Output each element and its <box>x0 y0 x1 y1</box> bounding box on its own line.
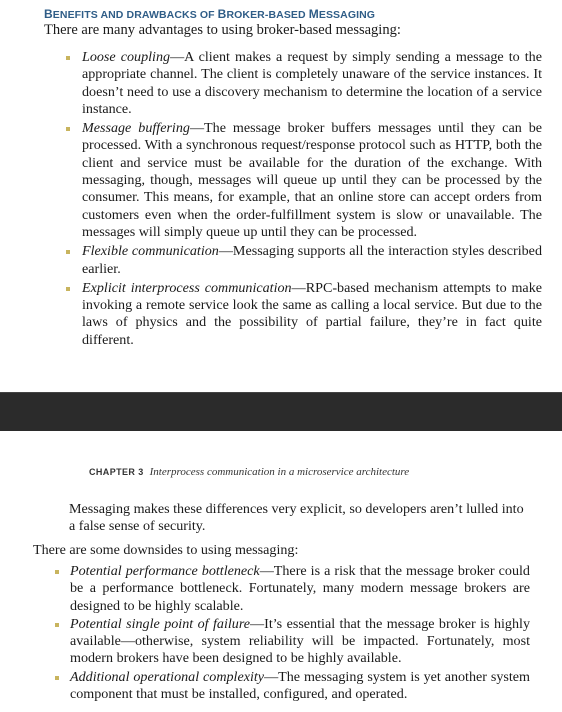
bullet-text: —A client makes a request by simply sending a message to the appropriate channel. The client is completely unaware of the service instances. It doesn’t need to use a discovery mechanism to determine the location of a service instance. <box>82 49 542 117</box>
list-item <box>70 616 530 668</box>
list-item <box>82 280 542 349</box>
section-heading: BENEFITS AND DRAWBACKS OF BROKER-BASED MESSAGING <box>44 7 376 21</box>
bullet-text: —Messaging supports all the interaction styles described earlier. <box>82 243 542 277</box>
bullet-text: —RPC-based mechanism attempts to make invoking a remote service look the same as calling a local service. But due to the laws of physics and the possibility of partial failure, they’re in fact quite different. <box>82 279 542 348</box>
bullet-term: Potential single point of failure <box>70 615 251 632</box>
bullet-term: Potential performance bottleneck <box>70 563 260 579</box>
bullet-square-icon <box>66 127 70 131</box>
downsides-intro: There are some downsides to using messaging: <box>33 542 299 558</box>
bullet-square-icon <box>66 56 70 60</box>
bullet-text: —There is a risk that the message broker could be a performance bottleneck. Fortunately, many modern message brokers are designed to be highly scalable. <box>70 563 530 614</box>
list-item <box>82 243 542 278</box>
advantages-list <box>82 49 542 351</box>
list-item <box>70 563 530 615</box>
bullet-term: Loose coupling <box>82 49 171 65</box>
bullet-term: Additional operational complexity <box>70 668 265 685</box>
bullet-term: Flexible communication <box>82 243 219 260</box>
bullet-text: —It’s essential that the message broker is highly available—otherwise, system reliability will be impacted. Fortunately, most modern brokers have been designed to be highly available. <box>70 615 530 667</box>
intro-paragraph: There are many advantages to using broker-based messaging: <box>44 22 401 38</box>
bullet-square-icon <box>66 287 70 291</box>
list-item <box>70 669 530 704</box>
chapter-title: Interprocess communication in a microservice architecture <box>149 466 410 478</box>
bullet-square-icon <box>55 623 59 627</box>
bullet-square-icon <box>55 676 59 680</box>
downsides-list <box>70 563 530 704</box>
bullet-text: —The message broker buffers messages until they can be processed. With a synchronous request/response protocol such as HTTP, both the client and service must be available for the duration of the exchange. With messaging, though, messages will queue up until they can be processed by the consumer. This means, for example, that an online store can accept orders from customers even when the order-fulfillment system is slow or unavailable. The messages will simply queue up until they can be processed. <box>82 120 543 240</box>
bullet-square-icon <box>66 250 70 254</box>
continuation-paragraph: Messaging makes these differences very explicit, so developers aren’t lulled into a false sense of security. <box>69 501 524 534</box>
bullet-square-icon <box>55 570 59 574</box>
chapter-running-header <box>89 466 409 478</box>
bullet-text: —The messaging system is yet another system component that must be installed, configured, and operated. <box>70 668 530 703</box>
page-divider <box>0 392 562 431</box>
list-item <box>82 120 542 241</box>
bullet-term: Explicit interprocess communication <box>82 279 292 296</box>
bullet-term: Message buffering <box>82 120 190 137</box>
book-page-bottom <box>0 430 562 712</box>
chapter-label: CHAPTER 3 <box>89 467 144 477</box>
list-item <box>82 49 542 118</box>
